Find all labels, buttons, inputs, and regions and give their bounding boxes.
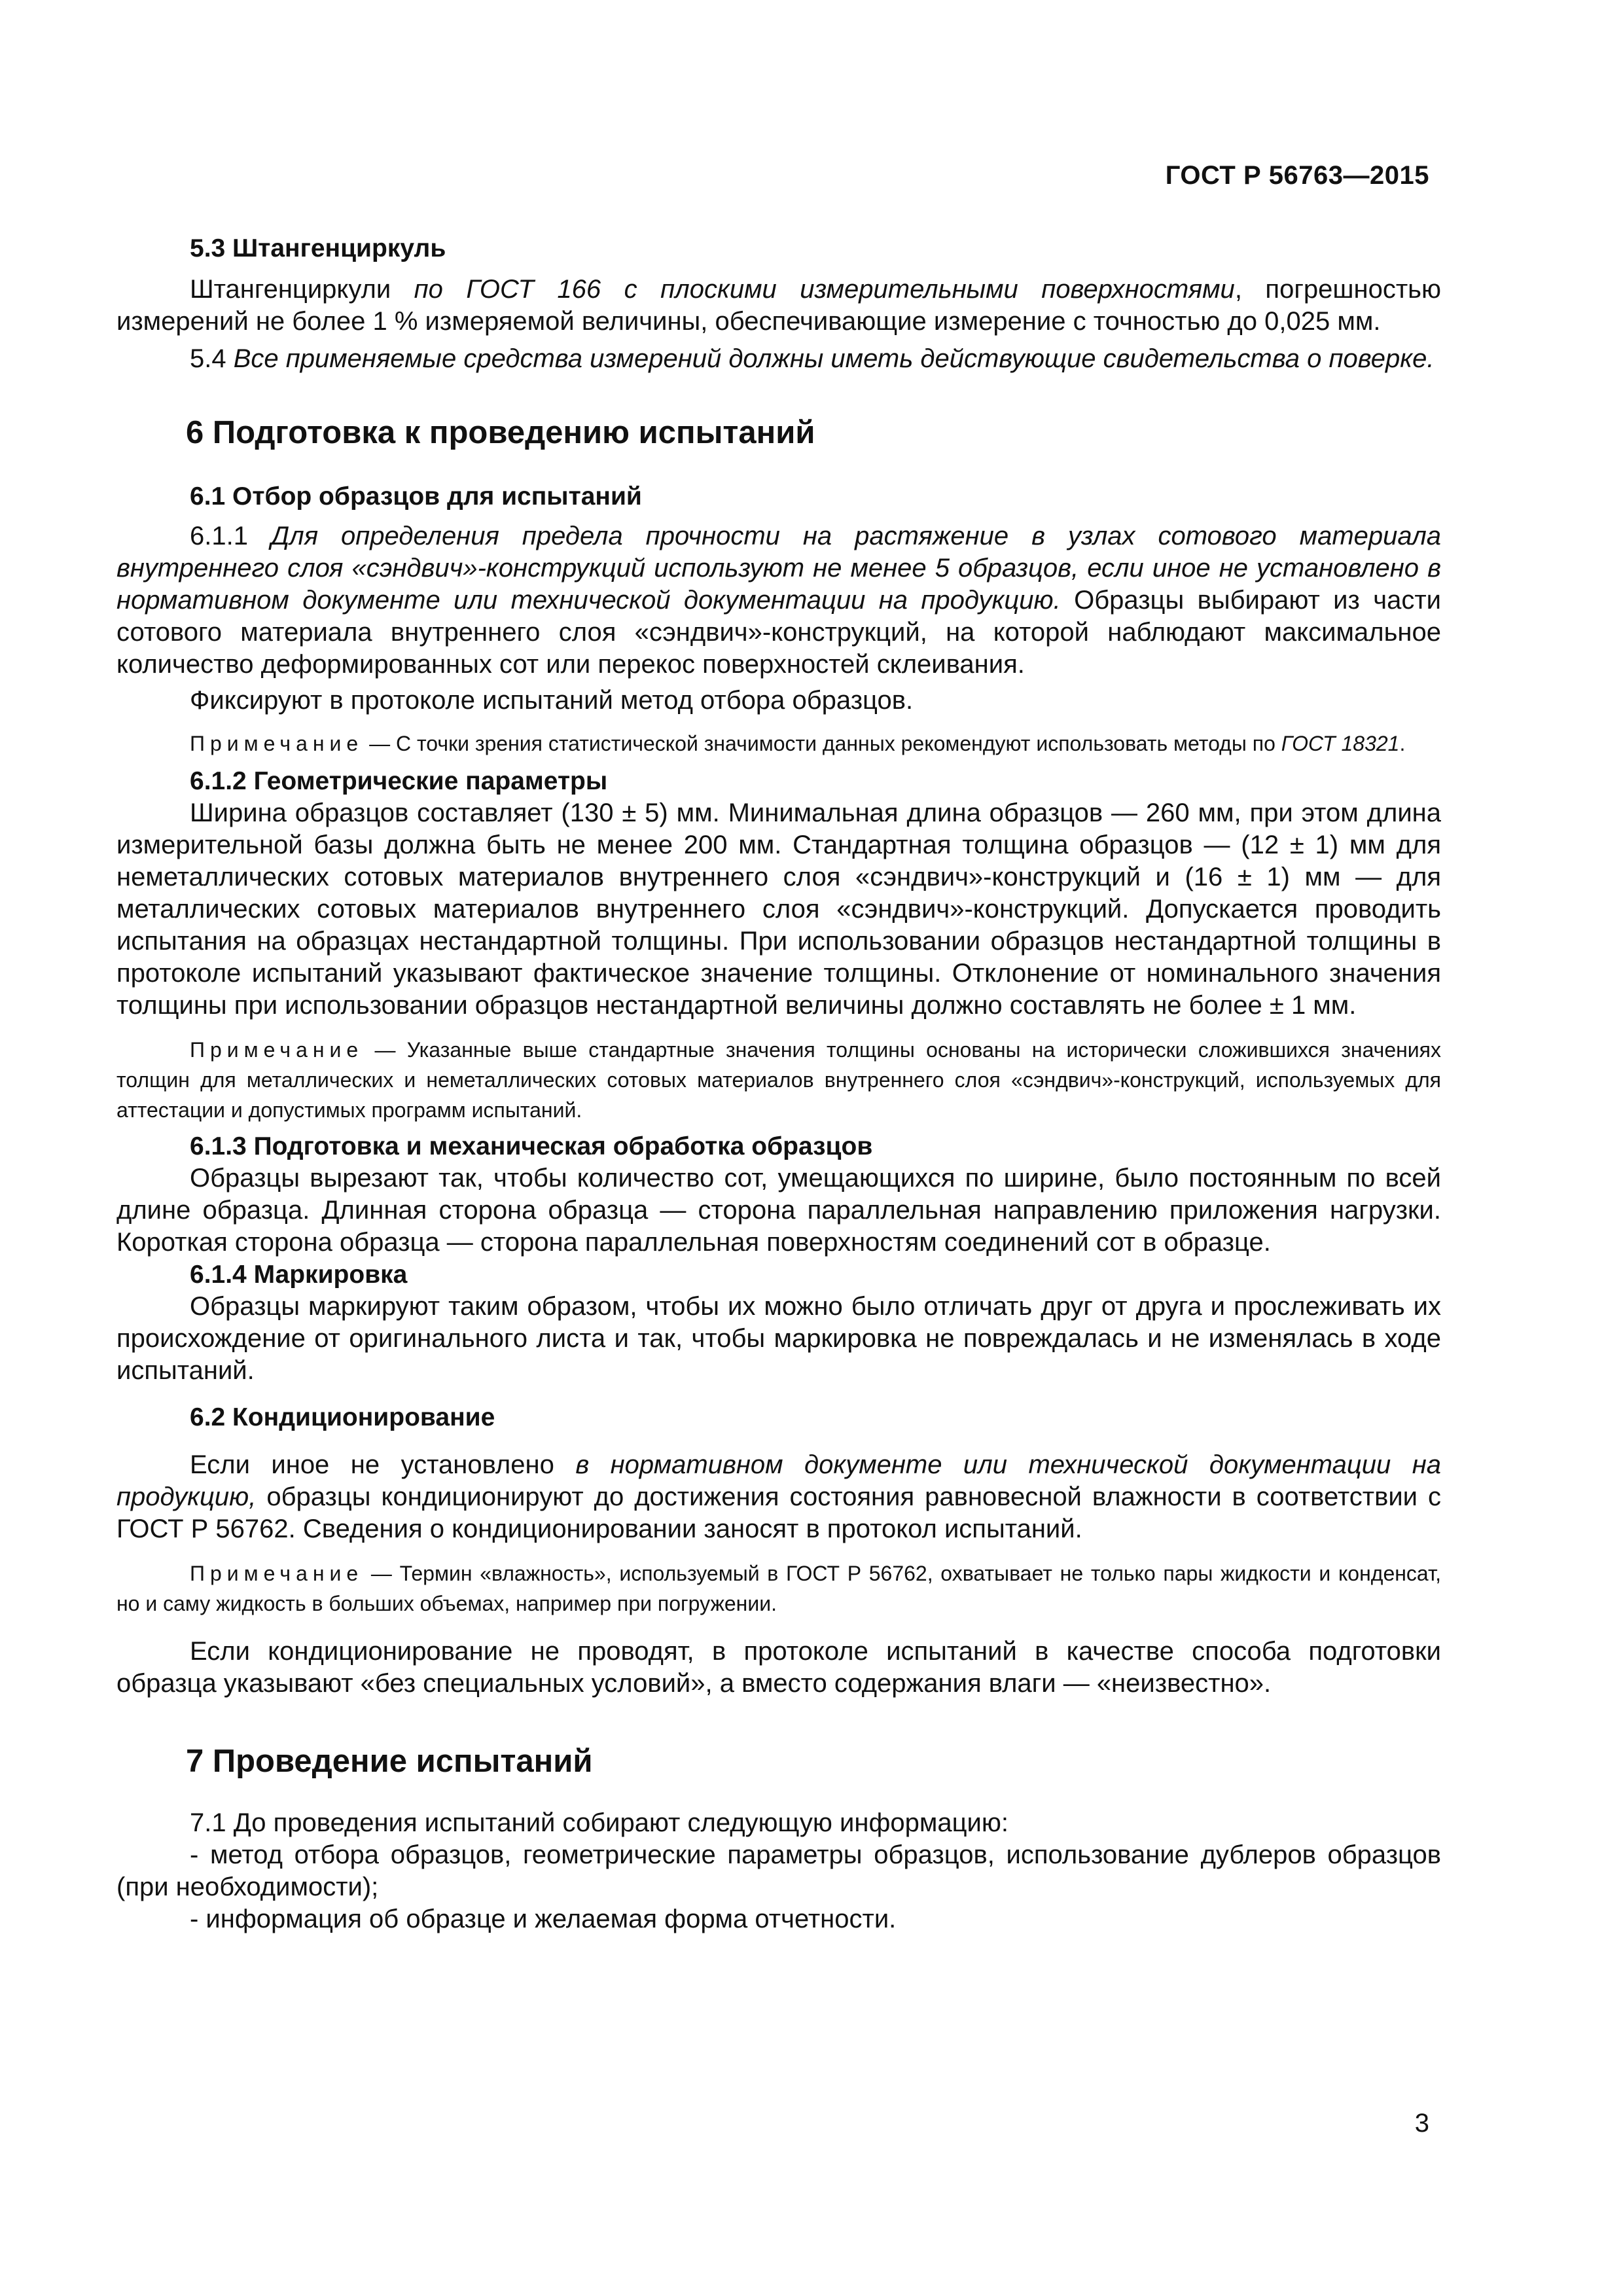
section-5-3-text-italic: по ГОСТ 166 с плоскими измерительными поверхностями	[414, 275, 1235, 304]
section-6-2-text-b: образцы кондиционируют до достижения состояния равновесной влажности в соответствии с ГОСТ Р 56762. Сведения о кондиционировании заносят в протокол испытаний.	[116, 1482, 1441, 1543]
section-6-2-paragraph	[116, 1449, 1441, 1545]
section-6-1-1-rest: Образцы выбирают из части сотового материала внутреннего слоя «сэндвич»-конструкций, на которой наблюдают максимальное количество деформированных сот или перекос поверхностей склеивания.	[116, 586, 1442, 679]
note-1-gost-ref: ГОСТ 18321	[1281, 732, 1400, 755]
section-6-2-text-a: Если иное не установлено	[190, 1450, 576, 1479]
section-6-1-1-fix: Фиксируют в протоколе испытаний метод отбора образцов.	[190, 686, 914, 715]
section-5-4-number: 5.4	[190, 344, 234, 373]
note-3-text: — Термин «влажность», используемый в ГОСТ Р 56762, охватывает не только пары жидкости и конденсат, но и саму жидкость в больших объемах, например при погружении.	[116, 1562, 1441, 1615]
document-body	[116, 232, 1441, 1935]
list-item: - информация об образце и желаемая форма отчетности.	[190, 1905, 897, 1933]
section-5-3-title: 5.3 Штангенциркуль	[190, 234, 446, 262]
section-6-1-4-paragraph: Образцы маркируют таким образом, чтобы их можно было отличать друг от друга и прослеживать их происхождение от оригинального листа и так, чтобы маркировка не повреждалась и не изменялась в ходе испытаний.	[116, 1292, 1441, 1385]
note-1-end: .	[1399, 732, 1406, 755]
section-5-3-text-a: Штангенциркули	[190, 275, 414, 304]
section-6-1-3-title: 6.1.3 Подготовка и механическая обработка образцов	[190, 1132, 873, 1160]
section-7-title: 7 Проведение испытаний	[186, 1744, 593, 1779]
section-6-1-2-paragraph: Ширина образцов составляет (130 ± 5) мм. Минимальная длина образцов — 260 мм, при этом длина измерительной базы должна быть не менее 200 мм. Стандартная толщина образцов — (12 ± 1) мм для неметаллических сотовых материалов внутреннего слоя «сэндвич»-конструкций и (16 ± 1) мм — для металлических сотовых материалов внутреннего слоя «сэндвич»-конструкций. Допускается проводить испытания на образцах нестандартной толщины. При использовании образцов нестандартной толщины в протоколе испытаний указывают фактическое значение толщины. Отклонение от номинального значения толщины при использовании образцов нестандартной величины должно составлять не более ± 1 мм.	[116, 798, 1441, 1020]
note-2-text: — Указанные выше стандартные значения толщины основаны на исторически сложившихся значениях толщин для металлических и неметаллических сотовых материалов внутреннего слоя «сэндвич»-конструкций, используемых для аттестации и допустимых программ испытаний.	[116, 1038, 1441, 1122]
note-1-text: — С точки зрения статистической значимости данных рекомендуют использовать методы по	[363, 732, 1281, 755]
section-7-1-paragraph: 7.1 До проведения испытаний собирают следующую информацию:	[190, 1808, 1008, 1837]
note-2	[116, 1035, 1441, 1125]
section-6-2-italic: в нормативном документе или технической документации на продукцию,	[116, 1450, 1441, 1511]
section-6-1-1-italic: Для определения предела прочности на растяжение в узлах сотового материала внутреннего слоя «сэндвич»-конструкций используют не менее 5 образцов, если иное не установлено в нормативном документе или технической документации на продукцию.	[116, 522, 1442, 615]
section-6-1-2-title: 6.1.2 Геометрические параметры	[190, 767, 608, 795]
note-3	[116, 1558, 1441, 1619]
section-6-1-1-paragraph	[116, 520, 1441, 681]
note-3-label: Примечание	[190, 1562, 364, 1585]
note-2-label: Примечание	[190, 1038, 364, 1062]
section-5-3-paragraph	[116, 274, 1441, 338]
section-5-3-text-c: , погрешностью измерений не более 1 % измеряемой величины, обеспечивающие измерение с точностью до 0,025 мм.	[116, 275, 1441, 336]
note-1-label: Примечание	[190, 732, 364, 755]
list-item: - метод отбора образцов, геометрические параметры образцов, использование дублеров образцов (при необходимости);	[116, 1840, 1441, 1901]
section-6-1-title: 6.1 Отбор образцов для испытаний	[190, 482, 642, 511]
note-1	[116, 728, 1441, 759]
section-6-2-paragraph-2: Если кондиционирование не проводят, в протоколе испытаний в качестве способа подготовки образца указывают «без специальных условий», а вместо содержания влаги — «неизвестно».	[116, 1637, 1441, 1698]
section-5-4-paragraph	[116, 343, 1441, 375]
section-6-title: 6 Подготовка к проведению испытаний	[186, 415, 815, 450]
section-6-1-3-paragraph: Образцы вырезают так, чтобы количество сот, умещающихся по ширине, было постоянным по всей длине образца. Длинная сторона образца — сторона параллельная направлению приложения нагрузки. Короткая сторона образца — сторона параллельная поверхностям соединений сот в образце.	[116, 1164, 1441, 1257]
section-5-4-text: Все применяемые средства измерений должны иметь действующие свидетельства о поверке.	[233, 344, 1435, 373]
section-6-1-4-title: 6.1.4 Маркировка	[190, 1261, 408, 1289]
section-6-2-title: 6.2 Кондиционирование	[190, 1403, 495, 1431]
section-6-1-1-number: 6.1.1	[190, 522, 271, 550]
page-number: 3	[1414, 2109, 1429, 2138]
document-header-id: ГОСТ Р 56763—2015	[1165, 161, 1429, 190]
